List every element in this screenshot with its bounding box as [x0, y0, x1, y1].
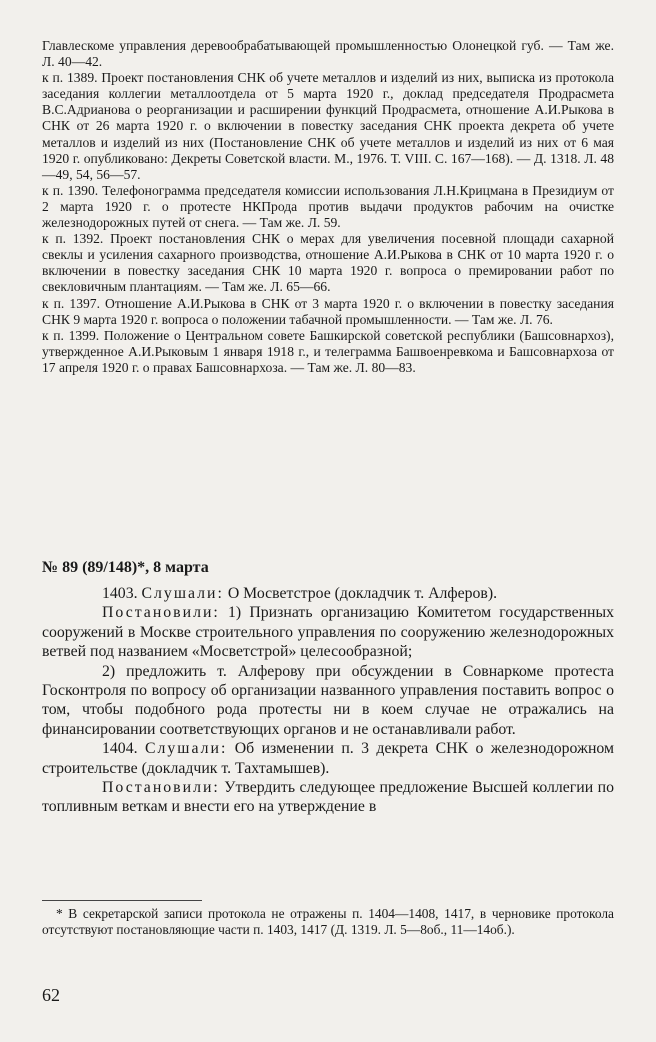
slushali-label: Слушали:	[144, 740, 228, 758]
note-item: к п. 1390. Телефонограмма председателя комиссии использования Л.Н.Крицмана в Президиум от 2 марта 1920 г. о протесте НКПрода против выдачи продуктов рабочим на очистке железнодорожных путей от снега. — Там же. Л. 59.	[42, 182, 614, 231]
footnote	[42, 906, 614, 938]
slushali-text: Об изменении п. 3 декрета СНК о железнодорожном строительстве (докладчик т. Тахтамышев).	[42, 740, 615, 777]
postanovili-label: Постановили:	[102, 779, 220, 797]
item-1403-postanovili	[42, 603, 614, 661]
footnote-text: * В секретарской записи протокола не отражены п. 1404—1408, 1417, в черновике протокола отсутствуют постановляющие части п. 1403, 1417 (Д. 1319. Л. 5—8об., 11—14об.).	[42, 906, 614, 937]
protocol-heading: № 89 (89/148)*, 8 марта	[42, 559, 209, 576]
protocol-body	[42, 584, 614, 817]
slushali-label: Слушали:	[141, 585, 224, 602]
postanovili-text: Утвердить следующее предложение Высшей коллегии по топливным веткам и внести его на утверждение в	[42, 779, 614, 816]
item-1404-slushali	[42, 739, 614, 778]
note-item: к п. 1397. Отношение А.И.Рыкова в СНК от 3 марта 1920 г. о включении в повестку заседания СНК 9 марта 1920 г. вопроса о положении табачной промышленности. — Там же. Л. 76.	[42, 295, 614, 327]
item-1403-point-2: 2) предложить т. Алферову при обсуждении в Совнаркоме протеста Госконтроля по вопросу об организации названного управления поставить вопрос о том, чтобы подобного рода протесты ни в коем случае не отражались на финансировании соответствующих органов и не останавливали работ.	[42, 662, 614, 738]
item-1403-slushali	[42, 584, 614, 603]
slushali-text: О Мосветстрое (докладчик т. Алферов).	[227, 585, 498, 602]
page-number: 62	[42, 985, 60, 1005]
item-number: 1404.	[102, 740, 138, 758]
item-1404-postanovili	[42, 778, 614, 817]
note-item: к п. 1399. Положение о Центральном совете Башкирской советской республики (Башсовнархоз), утвержденное А.И.Рыковым 1 января 1918 г., и телеграмма Башвоенревкома и Башсовнархоза от 17 апреля 1920 г. о правах Башсовнархоза. — Там же. Л. 80—83.	[42, 327, 614, 375]
note-item: к п. 1392. Проект постановления СНК о мерах для увеличения посевной площади сахарной свеклы и усиления сахарного производства, отношение А.И.Рыкова в СНК от 10 марта 1920 г. о включении в повестку заседания СНК 10 марта 1920 г. вопроса о премировании работ по свекловичным плантациям. — Там же. Л. 65—66.	[42, 231, 614, 295]
postanovili-text: 1) Признать организацию Комитетом государственных сооружений в Москве строительного управления по сооружению железнодорожных ветвей под названием «Мосветстрой» целесообразной;	[42, 604, 614, 661]
note-item: к п. 1389. Проект постановления СНК об учете металлов и изделий из них, выписка из протокола заседания коллегии металлоотдела от 5 марта 1920 г., доклад председателя Продрасмета В.С.Адрианова о реорганизации и расширении функций Продрасмета, отношение А.И.Рыкова в СНК от 26 марта 1920 г. о включении в повестку заседания СНК проекта декрета об учете металлов и изделий из них (Постановление СНК об учете металлов и изделий из них от 6 мая 1920 г. опубликовано: Декреты Советской власти. М., 1976. Т. VIII. С. 167—168). — Д. 1318. Л. 48—49, 54, 56—57.	[42, 70, 614, 182]
item-number: 1403.	[102, 585, 138, 602]
footnote-divider	[42, 900, 202, 901]
archival-notes	[42, 38, 614, 376]
postanovili-label: Постановили:	[102, 604, 220, 622]
note-item: Главлескоме управления деревообрабатывающей промышленностью Олонецкой губ. — Там же. Л. 40—42.	[42, 38, 614, 70]
